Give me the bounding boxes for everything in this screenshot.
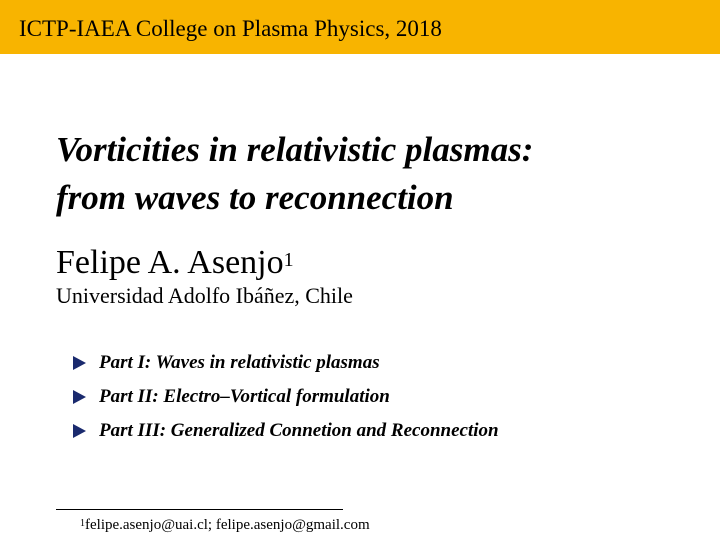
slide-title-line-2: from waves to reconnection — [56, 178, 454, 217]
triangle-right-icon — [73, 390, 86, 404]
footnote-mark: 1 — [80, 518, 85, 529]
footnote-divider — [56, 509, 343, 510]
header-title: ICTP-IAEA College on Plasma Physics, 2018 — [19, 16, 442, 41]
author — [56, 243, 294, 283]
header-bar — [0, 0, 720, 54]
outline-item-label: Part III: Generalized Connetion and Reconnection — [99, 420, 499, 441]
outline-item-label: Part I: Waves in relativistic plasmas — [99, 352, 380, 373]
triangle-right-icon — [73, 424, 86, 438]
triangle-right-icon — [73, 356, 86, 370]
author-footnote-mark: 1 — [283, 249, 294, 271]
author-name: Felipe A. Asenjo — [56, 244, 284, 281]
outline-item — [73, 380, 499, 414]
outline-item — [73, 346, 499, 380]
outline-list — [73, 346, 499, 448]
outline-item — [73, 414, 499, 448]
author-affiliation: Universidad Adolfo Ibáñez, Chile — [56, 283, 353, 308]
slide-title-line-1: Vorticities in relativistic plasmas: — [56, 130, 534, 169]
slide-title — [56, 126, 533, 222]
footnote — [80, 515, 370, 535]
footnote-text: felipe.asenjo@uai.cl; felipe.asenjo@gmail.com — [85, 517, 370, 533]
outline-item-label: Part II: Electro–Vortical formulation — [99, 386, 390, 407]
